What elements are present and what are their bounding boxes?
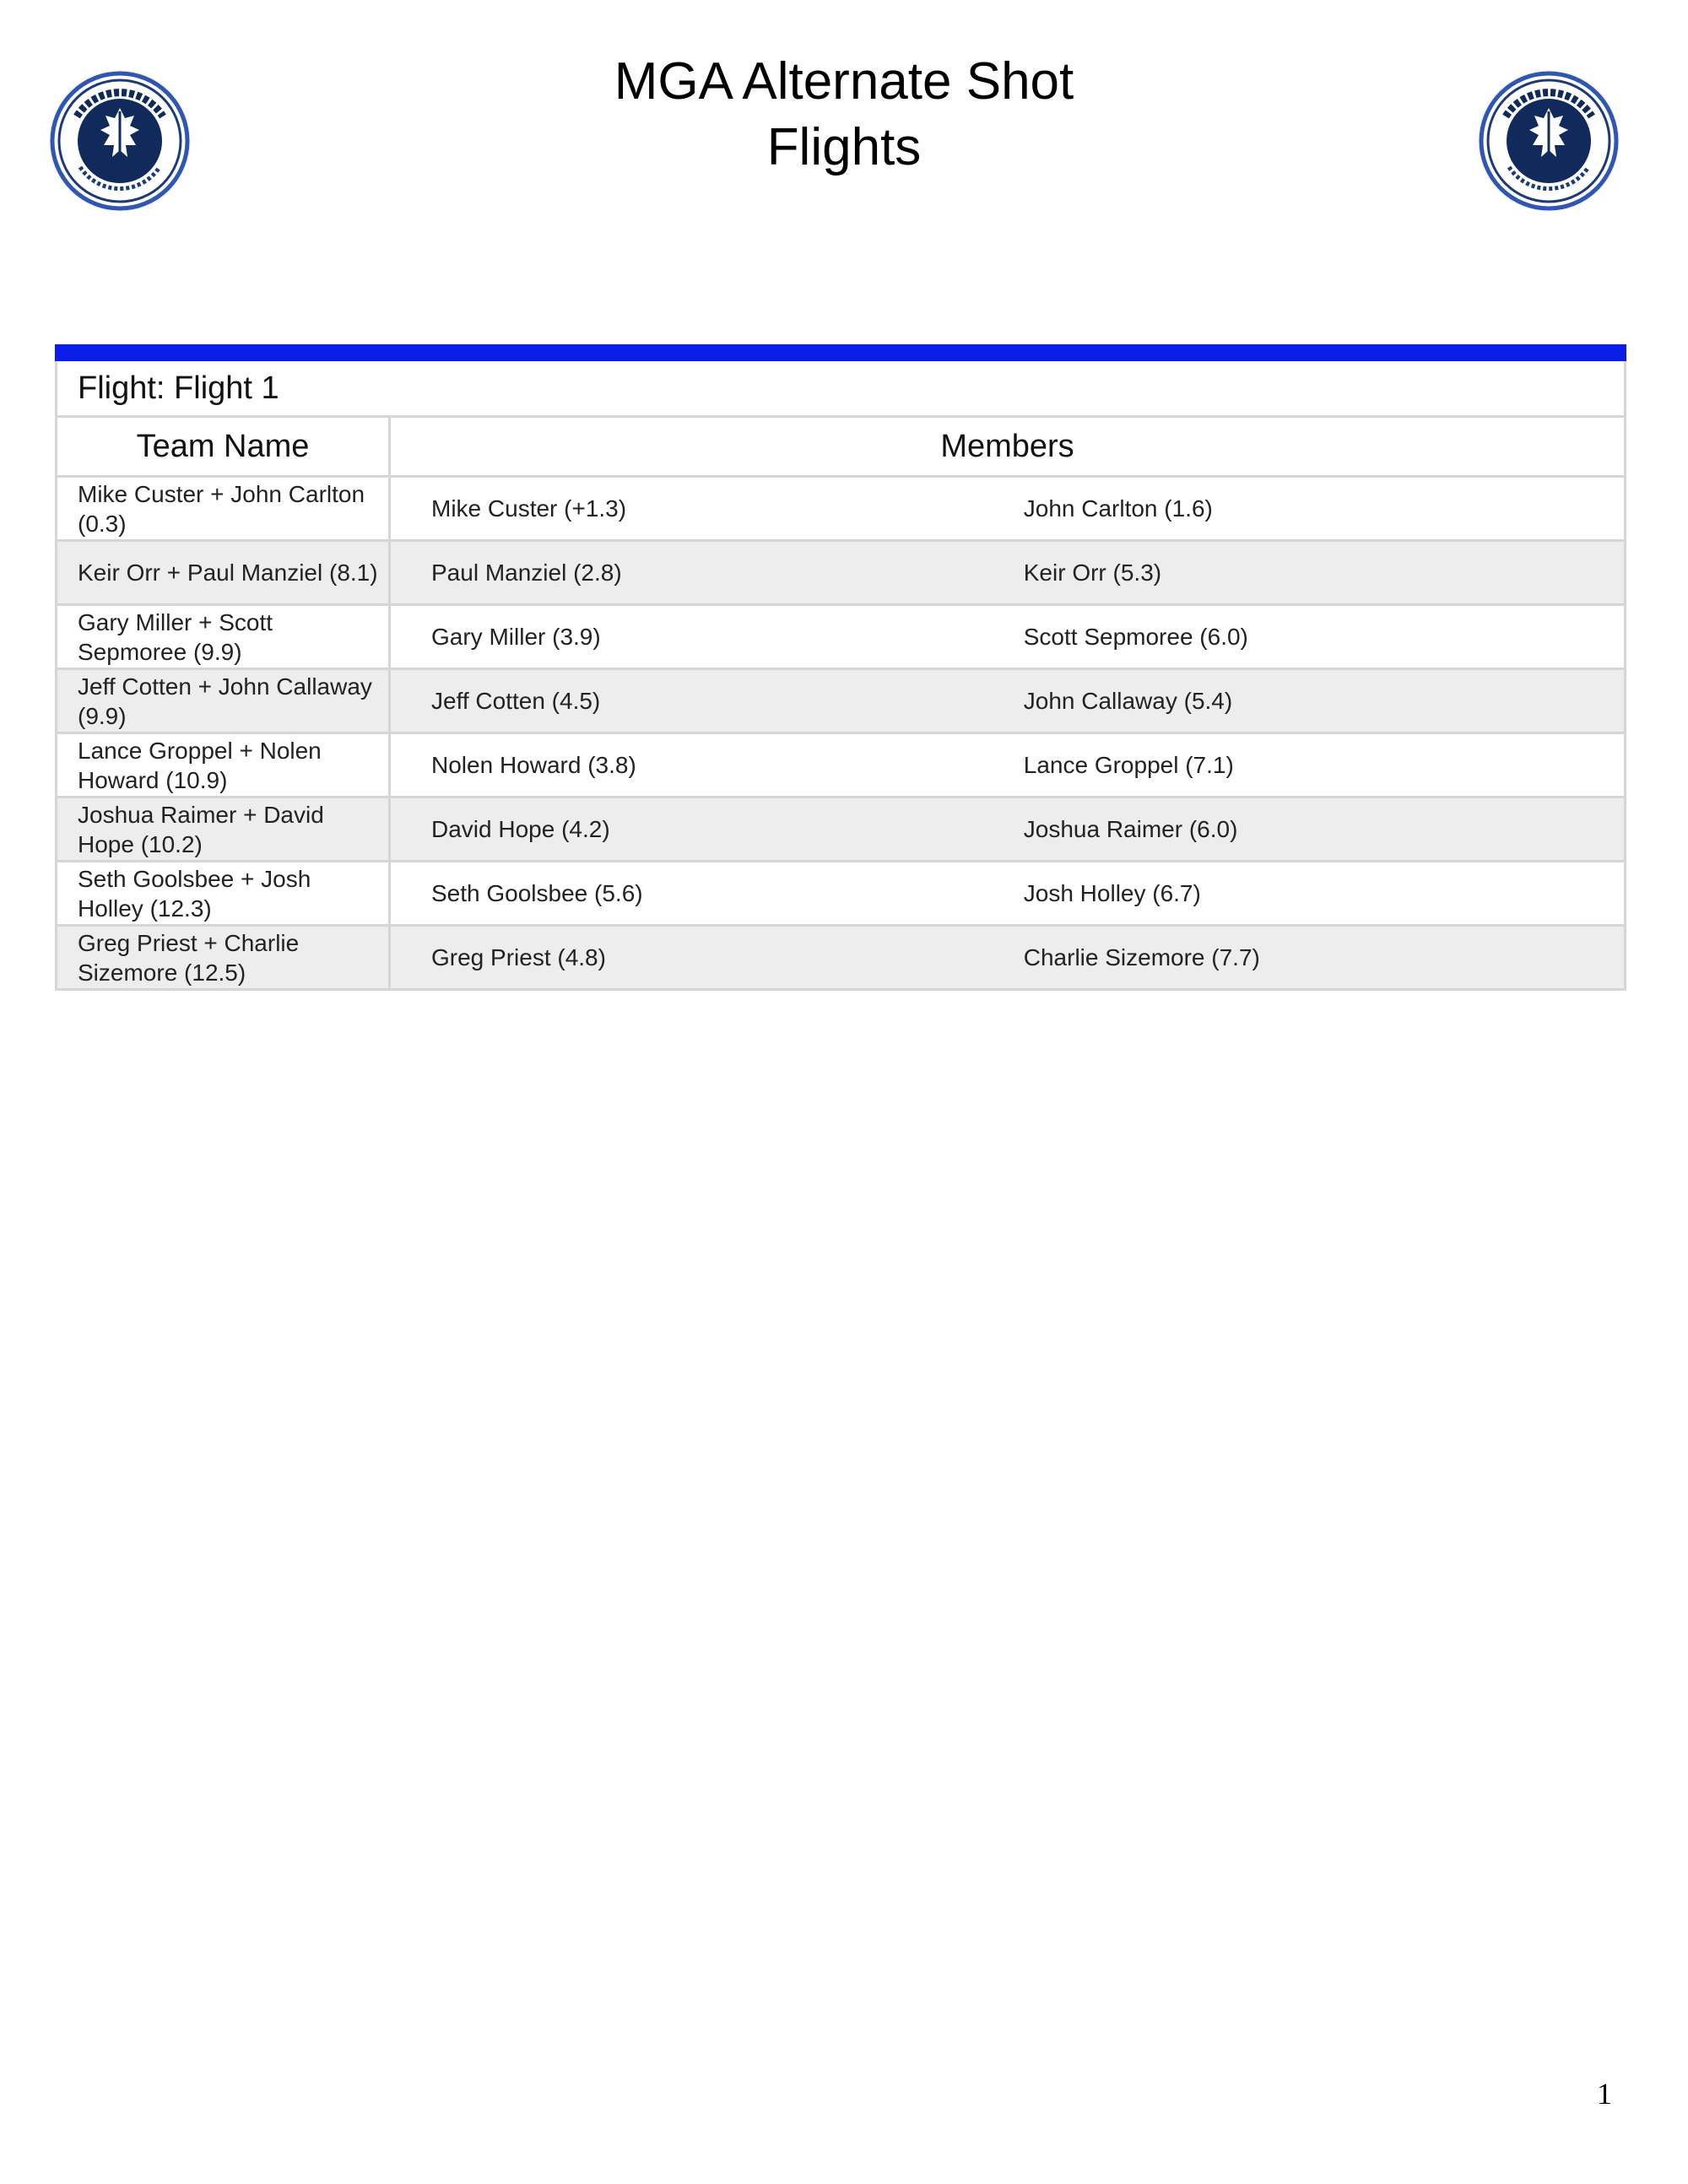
flight-header-bar [55,344,1626,361]
member-1-cell: Paul Manziel (2.8) [390,541,1007,605]
member-1-cell: David Hope (4.2) [390,797,1007,862]
flight-table [57,418,1624,988]
member-2-cell: Lance Groppel (7.1) [1007,733,1624,797]
member-1-cell: Mike Custer (+1.3) [390,477,1007,541]
title-line-2: Flights [766,118,922,176]
table-row [57,669,1624,733]
member-1-cell: Gary Miller (3.9) [390,605,1007,669]
table-row [57,605,1624,669]
column-header-members: Members [390,418,1625,477]
table-row [57,477,1624,541]
club-logo-left [46,68,193,214]
member-2-cell: John Carlton (1.6) [1007,477,1624,541]
member-1-cell: Seth Goolsbee (5.6) [390,862,1007,926]
member-2-cell: Scott Sepmoree (6.0) [1007,605,1624,669]
table-row [57,926,1624,989]
team-name-cell: Jeff Cotten + John Callaway (9.9) [57,669,390,733]
title-line-1: MGA Alternate Shot [614,52,1074,111]
member-2-cell: Keir Orr (5.3) [1007,541,1624,605]
member-2-cell: Charlie Sizemore (7.7) [1007,926,1624,989]
flight-table-box [55,361,1626,991]
member-1-cell: Nolen Howard (3.8) [390,733,1007,797]
team-name-cell: Greg Priest + Charlie Sizemore (12.5) [57,926,390,989]
page-title [0,49,1688,181]
table-row [57,797,1624,862]
team-name-cell: Joshua Raimer + David Hope (10.2) [57,797,390,862]
member-1-cell: Jeff Cotten (4.5) [390,669,1007,733]
table-header-row [57,418,1624,477]
holly-leaf-seal-icon [1475,68,1622,214]
holly-leaf-seal-icon [46,68,193,214]
member-1-cell: Greg Priest (4.8) [390,926,1007,989]
club-logo-right [1475,68,1622,214]
team-name-cell: Seth Goolsbee + Josh Holley (12.3) [57,862,390,926]
column-header-team: Team Name [57,418,390,477]
table-row [57,541,1624,605]
team-name-cell: Gary Miller + Scott Sepmoree (9.9) [57,605,390,669]
member-2-cell: Josh Holley (6.7) [1007,862,1624,926]
table-row [57,733,1624,797]
table-row [57,862,1624,926]
team-name-cell: Lance Groppel + Nolen Howard (10.9) [57,733,390,797]
flight-section [55,344,1626,991]
team-name-cell: Keir Orr + Paul Manziel (8.1) [57,541,390,605]
team-name-cell: Mike Custer + John Carlton (0.3) [57,477,390,541]
page-number: 1 [1597,2077,1612,2111]
flight-heading: Flight: Flight 1 [57,361,1624,418]
member-2-cell: John Callaway (5.4) [1007,669,1624,733]
member-2-cell: Joshua Raimer (6.0) [1007,797,1624,862]
